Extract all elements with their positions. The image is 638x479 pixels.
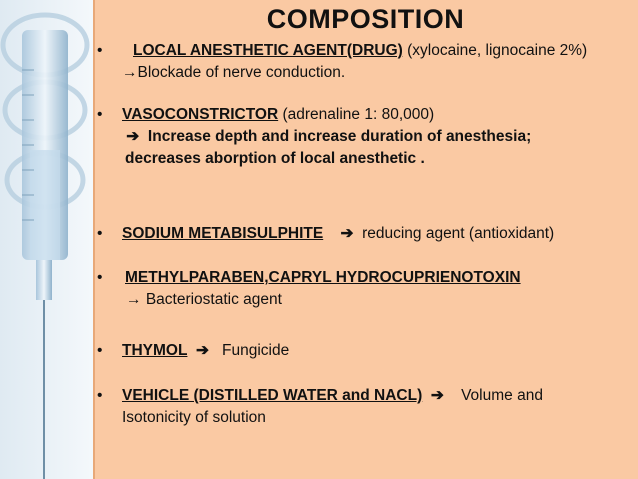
bullet-icon: • [97,342,103,359]
item-detail: (adrenaline 1: 80,000) [282,106,435,123]
item-sub: Bacteriostatic agent [145,291,282,308]
item-sub: Isotonicity of solution [122,409,266,426]
bullet-icon: • [97,106,103,123]
bullet-icon: • [97,42,103,59]
slide-title: COMPOSITION [266,4,465,34]
bullet-icon: • [97,387,103,404]
item-detail: (xylocaine, lignocaine 2%) [407,42,588,59]
item-sub-continued: decreases aborption of local anesthetic . [125,150,425,167]
arrow-icon: ➔ [122,128,148,145]
item-detail: Fungicide [221,342,290,359]
item-detail: Volume and [461,387,543,404]
item-sub: Increase depth and increase duration of anesthesia; [147,128,532,145]
item-detail: reducing agent (antioxidant) [362,225,555,242]
item-heading: LOCAL ANESTHETIC AGENT(DRUG) [133,42,403,59]
item-heading: VEHICLE (DISTILLED WATER and NACL) [122,387,423,404]
item-heading: SODIUM METABISULPHITE [122,225,324,242]
item-sub: Blockade of nerve conduction. [137,64,346,81]
bullet-icon: • [97,269,103,286]
arrow-icon: ➔ [191,342,218,359]
arrow-icon: → [122,64,138,81]
arrow-icon: ➔ [327,225,358,242]
item-heading: THYMOL [122,342,188,359]
arrow-icon: → [126,291,146,308]
item-heading: METHYLPARABEN,CAPRYL HYDROCUPRIENOTOXIN [125,269,521,286]
bullet-icon: • [97,225,103,242]
item-heading: VASOCONSTRICTOR [122,106,279,123]
arrow-icon: ➔ [426,387,457,404]
